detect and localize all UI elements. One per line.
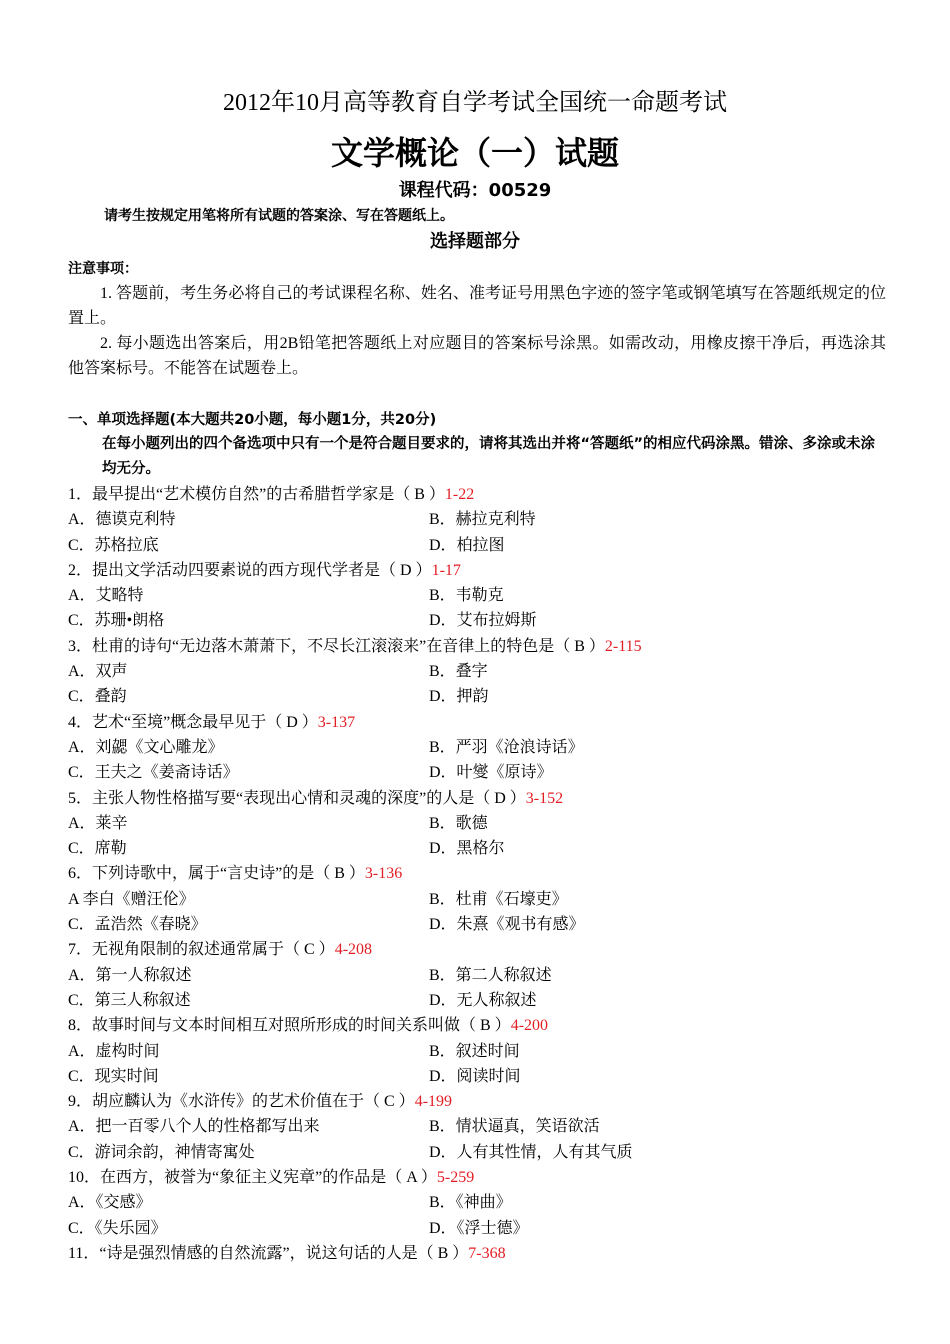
answer-option: C．席勒 bbox=[68, 840, 127, 858]
answer-option: A．德谟克利特 bbox=[68, 511, 176, 529]
answer-option: C．第三人称叙述 bbox=[68, 991, 191, 1009]
question-stem bbox=[68, 710, 898, 735]
page-reference: 1-17 bbox=[431, 561, 461, 579]
answer-option: B．叠字 bbox=[429, 663, 488, 681]
answer-option: D．人有其性情，人有其气质 bbox=[429, 1143, 633, 1161]
part-note: 在每小题列出的四个备选项中只有一个是符合题目要求的，请将其选出并将“答题纸”的相应代码涂黑。错涂、多涂或未涂均无分。 bbox=[102, 436, 876, 477]
answer-instruction: 请考生按规定用笔将所有试题的答案涂、写在答题纸上。 bbox=[104, 208, 454, 224]
question-text: 5．主张人物性格描写要“表现出心情和灵魂的深度”的人是（ D ） bbox=[68, 789, 526, 807]
question-stem bbox=[68, 558, 898, 583]
answer-option: A．双声 bbox=[68, 663, 128, 681]
notice-label: 注意事项： bbox=[68, 261, 138, 277]
answer-option: B．《神曲》 bbox=[429, 1194, 512, 1212]
option-row bbox=[68, 684, 898, 709]
answer-option: A．莱辛 bbox=[68, 814, 128, 832]
page-reference: 4-200 bbox=[510, 1017, 549, 1035]
answer-option: A．虚构时间 bbox=[68, 1042, 160, 1060]
option-row bbox=[68, 735, 898, 760]
question-stem bbox=[68, 1241, 898, 1266]
option-row bbox=[68, 963, 898, 988]
answer-option: D．《浮士德》 bbox=[429, 1219, 529, 1237]
answer-option: B．杜甫《石壕吏》 bbox=[429, 890, 568, 908]
question-text: 10．在西方，被誉为“象征主义宪章”的作品是（ A ） bbox=[68, 1169, 437, 1187]
notice-item-2: 2. 每小题选出答案后，用2B铅笔把答题纸上对应题目的答案标号涂黑。如需改动，用橡皮擦干净后，再选涂其他答案标号。不能答在试题卷上。 bbox=[68, 335, 886, 377]
section-heading: 选择题部分 bbox=[430, 231, 520, 252]
question-text: 9．胡应麟认为《水浒传》的艺术价值在于（ C ） bbox=[68, 1093, 415, 1111]
question-text: 2．提出文学活动四要素说的西方现代学者是（ D ） bbox=[68, 561, 432, 579]
answer-option: B．歌德 bbox=[429, 814, 488, 832]
subject-title: 文学概论（一）试题 bbox=[330, 134, 619, 172]
answer-option: C．孟浩然《春晓》 bbox=[68, 916, 207, 934]
option-row bbox=[68, 988, 898, 1013]
page-reference: 2-115 bbox=[604, 637, 642, 655]
course-code: 课程代码：00529 bbox=[398, 180, 552, 201]
question-stem bbox=[68, 482, 898, 507]
answer-option: C．《失乐园》 bbox=[68, 1219, 167, 1237]
page-reference: 5-259 bbox=[436, 1169, 475, 1187]
question-text: 3．杜甫的诗句“无边落木萧萧下，不尽长江滚滚来”在音律上的特色是（ B ） bbox=[68, 637, 605, 655]
question-list bbox=[68, 482, 898, 1266]
question-text: 8．故事时间与文本时间相互对照所形成的时间关系叫做（ B ） bbox=[68, 1017, 511, 1035]
question-stem bbox=[68, 1013, 898, 1038]
answer-option: B．严羽《沧浪诗话》 bbox=[429, 738, 584, 756]
option-row bbox=[68, 1039, 898, 1064]
answer-option: B．第二人称叙述 bbox=[429, 966, 552, 984]
question-text: 11．“诗是强烈情感的自然流露”，说这句话的人是（ B ） bbox=[68, 1244, 469, 1262]
answer-option: D．朱熹《观书有感》 bbox=[429, 916, 585, 934]
question-text: 4．艺术“至境”概念最早见于（ D ） bbox=[68, 713, 318, 731]
option-row bbox=[68, 836, 898, 861]
page-reference: 3-136 bbox=[364, 865, 403, 883]
option-row bbox=[68, 1190, 898, 1215]
answer-option: B．叙述时间 bbox=[429, 1042, 520, 1060]
answer-option: A．刘勰《文心雕龙》 bbox=[68, 738, 224, 756]
option-row bbox=[68, 912, 898, 937]
question-stem bbox=[68, 634, 898, 659]
question-stem bbox=[68, 1089, 898, 1114]
option-row bbox=[68, 533, 898, 558]
option-row bbox=[68, 583, 898, 608]
answer-option: A 李白《赠汪伦》 bbox=[68, 890, 195, 908]
answer-option: D．艾布拉姆斯 bbox=[429, 612, 537, 630]
option-row bbox=[68, 1114, 898, 1139]
page-reference: 7-368 bbox=[468, 1244, 506, 1262]
answer-option: D．黑格尔 bbox=[429, 840, 505, 858]
answer-option: A．艾略特 bbox=[68, 587, 144, 605]
answer-option: B．赫拉克利特 bbox=[429, 511, 536, 529]
option-row bbox=[68, 507, 898, 532]
answer-option: C．苏珊•朗格 bbox=[68, 612, 165, 630]
answer-option: B．情状逼真，笑语欲活 bbox=[429, 1118, 600, 1136]
question-text: 7．无视角限制的叙述通常属于（ C ） bbox=[68, 941, 335, 959]
option-row bbox=[68, 811, 898, 836]
answer-option: D．阅读时间 bbox=[429, 1067, 521, 1085]
question-stem bbox=[68, 937, 898, 962]
answer-option: D．柏拉图 bbox=[429, 536, 505, 554]
answer-option: C．现实时间 bbox=[68, 1067, 159, 1085]
question-text: 6．下列诗歌中，属于“言史诗”的是（ B ） bbox=[68, 865, 365, 883]
answer-option: A．第一人称叙述 bbox=[68, 966, 192, 984]
page-reference: 3-152 bbox=[525, 789, 564, 807]
answer-option: D．叶燮《原诗》 bbox=[429, 764, 553, 782]
option-row bbox=[68, 760, 898, 785]
question-stem bbox=[68, 1165, 898, 1190]
page-reference: 1-22 bbox=[444, 486, 475, 503]
answer-option: D．押韵 bbox=[429, 688, 489, 706]
answer-option: C．游词余韵，神情寄寓处 bbox=[68, 1143, 255, 1161]
page-reference: 4-208 bbox=[334, 941, 373, 959]
notice-item-1: 1. 答题前，考生务必将自己的考试课程名称、姓名、准考证号用黑色字迹的签字笔或钢笔填写在答题纸规定的位置上。 bbox=[68, 285, 886, 327]
exam-title: 2012年10月高等教育自学考试全国统一命题考试 bbox=[223, 90, 727, 116]
page-reference: 4-199 bbox=[414, 1093, 453, 1111]
question-stem bbox=[68, 786, 898, 811]
option-row bbox=[68, 1216, 898, 1241]
option-row bbox=[68, 608, 898, 633]
answer-option: B．韦勒克 bbox=[429, 587, 504, 605]
question-stem bbox=[68, 861, 898, 886]
answer-option: D．无人称叙述 bbox=[429, 991, 537, 1009]
answer-option: A．《交感》 bbox=[68, 1194, 152, 1212]
answer-option: C．王夫之《姜斋诗话》 bbox=[68, 764, 239, 782]
option-row bbox=[68, 659, 898, 684]
answer-option: A．把一百零八个人的性格都写出来 bbox=[68, 1118, 320, 1136]
answer-option: C．苏格拉底 bbox=[68, 536, 159, 554]
page-reference: 3-137 bbox=[317, 713, 356, 731]
part-heading: 一、单项选择题(本大题共20小题，每小题1分，共20分) bbox=[68, 412, 437, 428]
option-row bbox=[68, 1140, 898, 1165]
option-row bbox=[68, 1064, 898, 1089]
option-row bbox=[68, 887, 898, 912]
answer-option: C．叠韵 bbox=[68, 688, 127, 706]
question-text: 1．最早提出“艺术模仿自然”的古希腊哲学家是（ B ） bbox=[68, 486, 445, 503]
